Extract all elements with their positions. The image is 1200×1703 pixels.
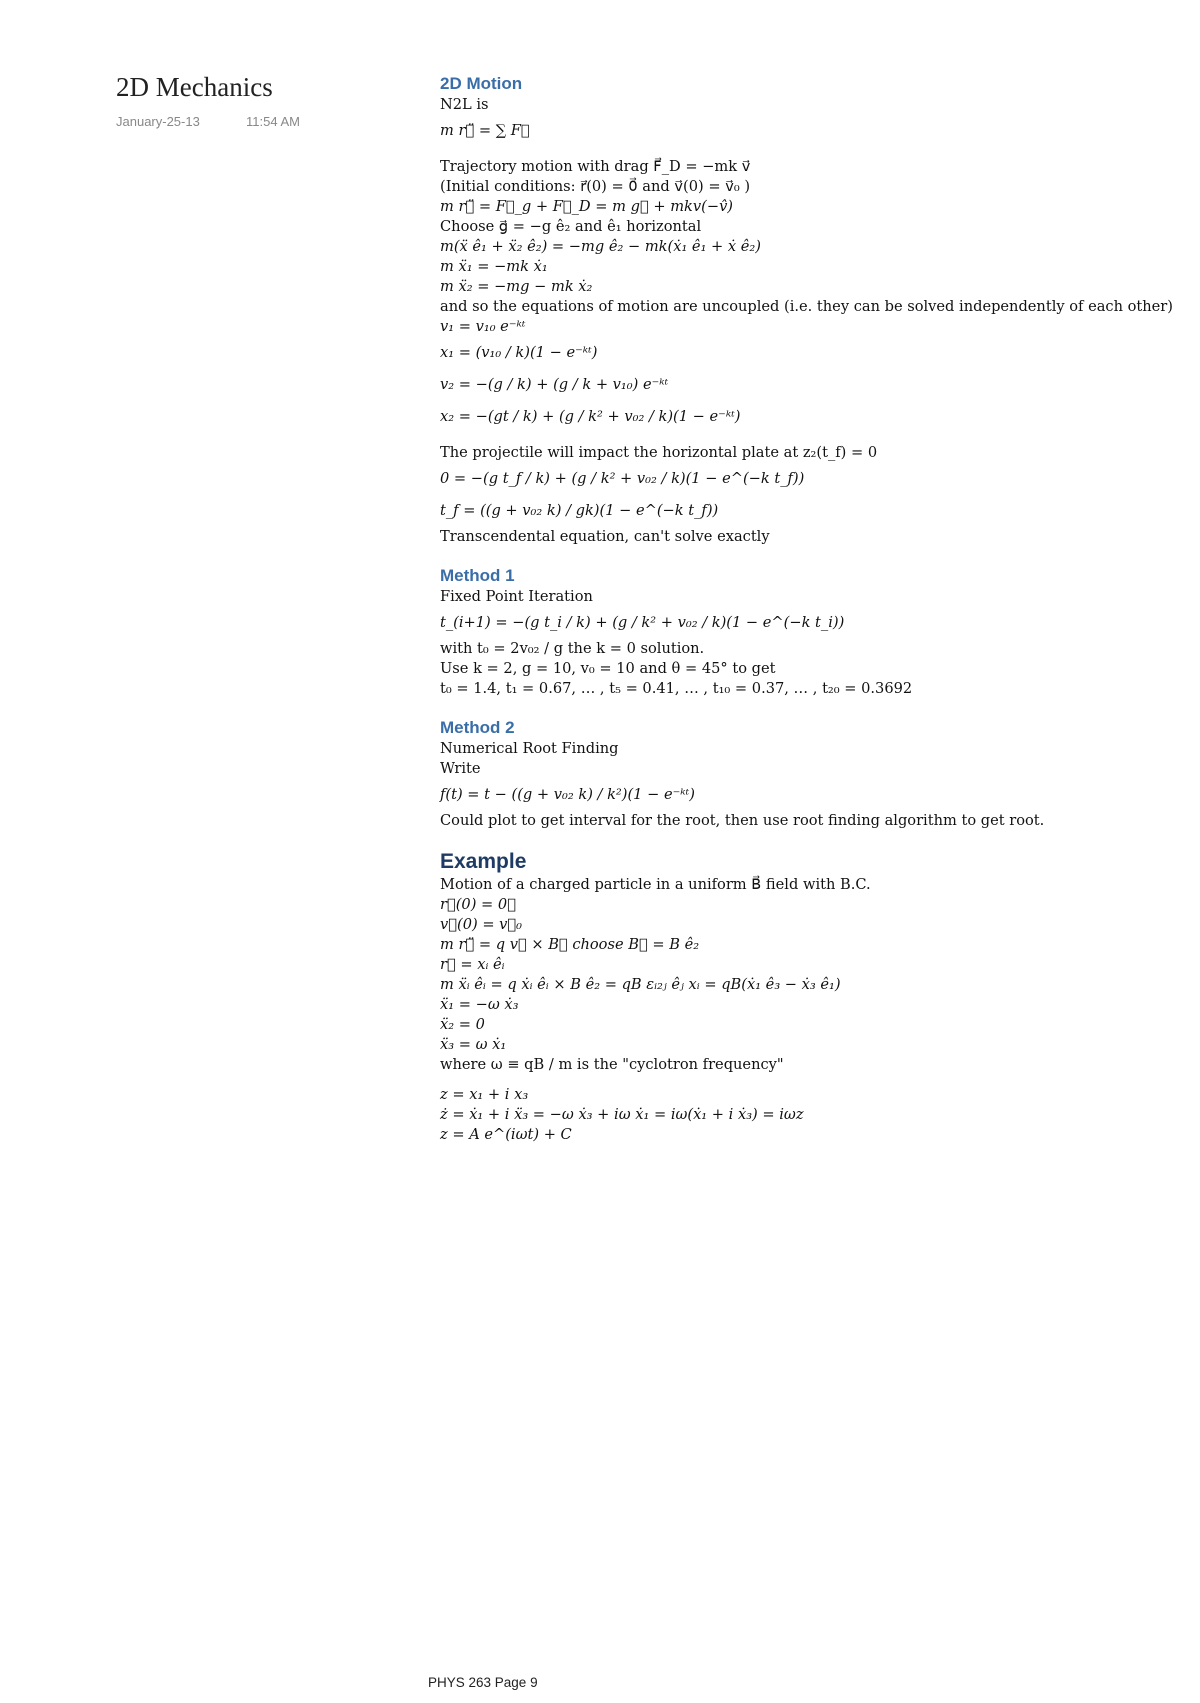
- equation-line: x₁ = (v₁₀ / k)(1 − e⁻ᵏᵗ): [440, 344, 598, 361]
- text-line: with t₀ = 2v₀₂ / g the k = 0 solution.: [440, 640, 705, 657]
- text-line: where ω ≡ qB / m is the "cyclotron frequency": [440, 1056, 784, 1073]
- equation-line: v₂ = −(g / k) + (g / k + v₁₀) e⁻ᵏᵗ: [440, 376, 669, 393]
- equation-line: ẍ₂ = 0: [440, 1016, 485, 1033]
- section-gap: [440, 547, 1190, 565]
- text-line: Use k = 2, g = 10, v₀ = 10 and θ = 45° to get: [440, 660, 776, 677]
- section-heading-example: Example: [440, 850, 527, 873]
- equation-line: m ẍᵢ êᵢ = q ẋᵢ êᵢ × B ê₂ = qB εᵢ₂ⱼ êⱼ xᵢ = qB(ẋ₁ ê₃ − ẋ₃ ê₁): [440, 976, 841, 993]
- text-line: Motion of a charged particle in a uniform B⃗ field with B.C.: [440, 876, 871, 893]
- equation-line: v⃗(0) = v⃗₀: [440, 916, 523, 933]
- equation-line: z = x₁ + i x₃: [440, 1086, 529, 1103]
- text-line: Write: [440, 760, 481, 777]
- equation-line: m r⃗̈ = ∑ F⃗: [440, 122, 530, 139]
- section-gap: [440, 699, 1190, 717]
- text-line: Fixed Point Iteration: [440, 588, 593, 605]
- section-gap: [440, 831, 1190, 849]
- text-line: Transcendental equation, can't solve exactly: [440, 528, 770, 545]
- equation-line: m r⃗̈ = F⃗_g + F⃗_D = m g⃗ + mkv(−v̂): [440, 198, 734, 215]
- page-date: January-25-13: [116, 114, 200, 129]
- text-line: t₀ = 1.4, t₁ = 0.67, … , t₅ = 0.41, … , t₁₀ = 0.37, … , t₂₀ = 0.3692: [440, 680, 913, 697]
- text-line: Trajectory motion with drag F⃗_D = −mk v⃗: [440, 158, 751, 175]
- text-line: The projectile will impact the horizontal plate at z₂(t_f) = 0: [440, 444, 878, 461]
- text-line: and so the equations of motion are uncoupled (i.e. they can be solved independently of each other): [440, 298, 1173, 315]
- equation-line: m ẍ₁ = −mk ẋ₁: [440, 258, 548, 275]
- page-time: 11:54 AM: [246, 114, 300, 129]
- equation-line: ż = ẋ₁ + i ẍ₃ = −ω ẋ₃ + iω ẋ₁ = iω(ẋ₁ + i ẋ₃) = iωz: [440, 1106, 804, 1123]
- text-line: Could plot to get interval for the root, then use root finding algorithm to get root.: [440, 812, 1045, 829]
- equation-line: r⃗ = xᵢ êᵢ: [440, 956, 505, 973]
- equation-line: v₁ = v₁₀ e⁻ᵏᵗ: [440, 318, 526, 335]
- equation-line: x₂ = −(gt / k) + (g / k² + v₀₂ / k)(1 − e⁻ᵏᵗ): [440, 408, 741, 425]
- page-footer: PHYS 263 Page 9: [428, 1675, 538, 1690]
- equation-line: f(t) = t − ((g + v₀₂ k) / k²)(1 − e⁻ᵏᵗ): [440, 786, 695, 803]
- section-heading-method-1: Method 1: [440, 566, 515, 585]
- equation-line: ẍ₃ = ω ẋ₁: [440, 1036, 507, 1053]
- text-line: N2L is: [440, 96, 489, 113]
- note-body: [440, 73, 1190, 1145]
- equation-line: z = A e^(iωt) + C: [440, 1126, 572, 1143]
- section-heading-method-2: Method 2: [440, 718, 515, 737]
- equation-line: t_f = ((g + v₀₂ k) / gk)(1 − e^(−k t_f)): [440, 502, 719, 519]
- text-line: Choose g⃗ = −g ê₂ and ê₁ horizontal: [440, 218, 702, 235]
- blank-line: [440, 433, 1190, 443]
- text-line: (Initial conditions: r⃗(0) = 0⃗ and v⃗(0) = v⃗₀ ): [440, 178, 751, 195]
- equation-line: m r⃗̈ = q v⃗ × B⃗ choose B⃗ = B ê₂: [440, 936, 700, 953]
- equation-line: m(ẍ ê₁ + ẍ₂ ê₂) = −mg ê₂ − mk(ẋ₁ ê₁ + ẋ ê₂): [440, 238, 761, 255]
- equation-line: 0 = −(g t_f / k) + (g / k² + v₀₂ / k)(1 − e^(−k t_f)): [440, 470, 805, 487]
- blank-line: [440, 147, 1190, 157]
- page-title: 2D Mechanics: [116, 72, 273, 102]
- text-line: Numerical Root Finding: [440, 740, 619, 757]
- equation-line: ẍ₁ = −ω ẋ₃: [440, 996, 519, 1013]
- blank-line: [440, 1075, 1190, 1085]
- equation-line: t_(i+1) = −(g t_i / k) + (g / k² + v₀₂ / k)(1 − e^(−k t_i)): [440, 614, 845, 631]
- equation-line: r⃗(0) = 0⃗: [440, 896, 516, 913]
- section-heading-2d-motion: 2D Motion: [440, 74, 523, 93]
- equation-line: m ẍ₂ = −mg − mk ẋ₂: [440, 278, 593, 295]
